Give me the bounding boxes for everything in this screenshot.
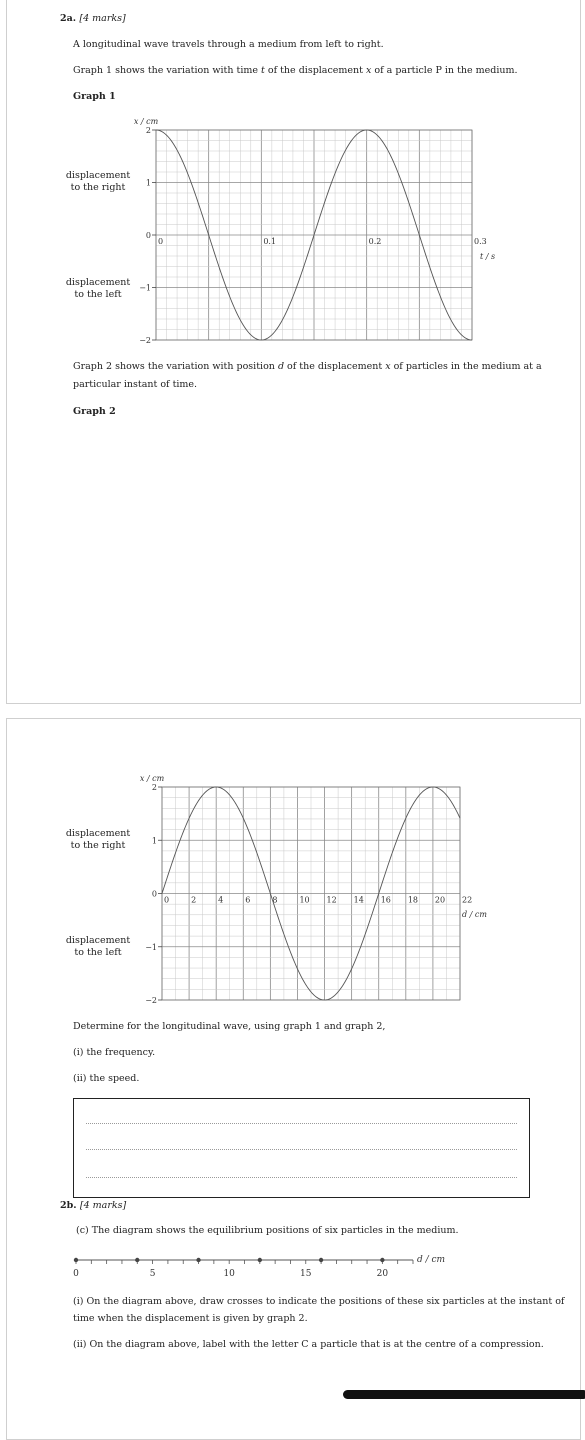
x-tick-label: 16 (381, 896, 391, 905)
y-tick-label: 0 (146, 231, 151, 240)
x-tick-label: 22 (462, 896, 472, 905)
position-tick-label: 20 (377, 1269, 389, 1279)
graph2-disp-right-label: displacement to the right (60, 828, 136, 852)
particle-dot (74, 1258, 78, 1262)
particle-dot (380, 1258, 384, 1262)
part-c-i-line1: (i) On the diagram above, draw crosses to indicate the positions of these six particles at the instant of (73, 1295, 564, 1308)
intro-text: A longitudinal wave travels through a medium from left to right. (73, 38, 384, 51)
graph1-disp-right-label: displacement to the right (60, 170, 136, 194)
scroll-handle[interactable] (343, 1390, 585, 1399)
question-label: 2a. [4 marks] (60, 12, 126, 25)
x-tick-label: 2 (191, 896, 196, 905)
x-tick-label: 10 (299, 896, 309, 905)
graph2-chart (0, 765, 585, 1010)
x-tick-label: 4 (218, 896, 223, 905)
y-axis-label: x / cm (134, 117, 159, 126)
answer-line[interactable] (86, 1177, 517, 1178)
y-tick-label: 2 (152, 783, 157, 792)
x-axis-label: t / s (480, 252, 495, 261)
task-frequency: (i) the frequency. (73, 1046, 155, 1059)
graph2-description-line1: Graph 2 shows the variation with position d of the displacement x of particles in the medium at a (73, 360, 542, 373)
part-c-text: (c) The diagram shows the equilibrium positions of six particles in the medium. (76, 1224, 459, 1237)
answer-line[interactable] (86, 1123, 517, 1124)
part-c-ii: (ii) On the diagram above, label with the letter C a particle that is at the centre of a compression. (73, 1338, 544, 1351)
x-tick-label: 0.1 (263, 237, 276, 246)
x-tick-label: 0.2 (369, 237, 382, 246)
x-tick-label: 0 (158, 237, 163, 246)
graph1-title: Graph 1 (73, 90, 116, 103)
x-tick-label: 0.3 (474, 237, 487, 246)
x-tick-label: 18 (408, 896, 418, 905)
graph2-title: Graph 2 (73, 405, 116, 418)
y-tick-label: 2 (146, 126, 151, 135)
x-tick-label: 14 (354, 896, 364, 905)
position-tick-label: 15 (300, 1269, 312, 1279)
graph1-disp-left-label: displacement to the left (60, 277, 136, 301)
position-tick-label: 5 (150, 1269, 156, 1279)
x-tick-label: 0 (164, 896, 169, 905)
x-tick-label: 20 (435, 896, 445, 905)
graph1-description: Graph 1 shows the variation with time t of the displacement x of a particle P in the medium. (73, 64, 518, 77)
graph2-disp-left-label: displacement to the left (60, 935, 136, 959)
position-axis-unit: d / cm (417, 1255, 445, 1265)
particle-dot (319, 1258, 323, 1262)
particle-position-diagram[interactable] (0, 1248, 585, 1284)
task-speed: (ii) the speed. (73, 1072, 139, 1085)
y-axis-label: x / cm (140, 774, 165, 783)
x-axis-label: d / cm (462, 910, 487, 919)
y-tick-label: 1 (146, 179, 151, 188)
answer-box[interactable] (73, 1098, 530, 1198)
particle-dot (258, 1258, 262, 1262)
answer-line[interactable] (86, 1149, 517, 1150)
determine-text: Determine for the longitudinal wave, using graph 1 and graph 2, (73, 1020, 385, 1033)
position-tick-label: 10 (223, 1269, 235, 1279)
y-tick-label: −2 (145, 996, 157, 1005)
graph1-chart (0, 110, 585, 350)
y-tick-label: 0 (152, 890, 157, 899)
y-tick-label: −2 (139, 336, 151, 345)
y-tick-label: 1 (152, 836, 157, 845)
question-card-2a (6, 0, 581, 704)
graph2-description-line2: particular instant of time. (73, 378, 197, 391)
particle-dot (135, 1258, 139, 1262)
x-tick-label: 8 (272, 896, 277, 905)
y-tick-label: −1 (139, 284, 151, 293)
x-tick-label: 12 (327, 896, 337, 905)
x-tick-label: 6 (245, 896, 250, 905)
particle-dot (196, 1258, 200, 1262)
question-label-2b: 2b. [4 marks] (60, 1199, 126, 1212)
part-c-i-line2: time when the displacement is given by graph 2. (73, 1312, 308, 1325)
y-tick-label: −1 (145, 943, 157, 952)
position-tick-label: 0 (73, 1269, 79, 1279)
